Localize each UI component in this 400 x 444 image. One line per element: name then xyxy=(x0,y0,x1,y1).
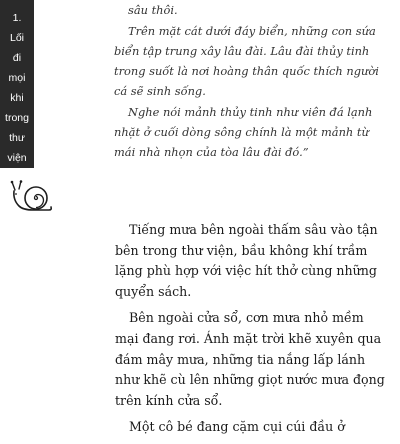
chapter-tab-word: viện xyxy=(7,152,27,164)
quote-block xyxy=(114,0,384,162)
quote-paragraph: sâu thôi. xyxy=(128,3,178,17)
chapter-tab-word: khi xyxy=(10,92,24,104)
quote-paragraph: Nghe nói mảnh thủy tinh như viên đá lạnh nhặt ở cuối dòng sông chính là một mảnh từ mái nhà nhọn của tòa lâu đài đó.” xyxy=(114,105,373,159)
chapter-tab xyxy=(0,0,34,168)
body-paragraph: Bên ngoài cửa sổ, cơn mưa nhỏ mềm mại đang rơi. Ánh mặt trời khẽ xuyên qua đám mây mưa, những tia nắng lấp lánh như khẽ cù lên những giọt nước mưa đọng trên kính cửa sổ. xyxy=(115,310,385,408)
quote-paragraph: Trên mặt cát dưới đáy biển, những con sứa biển tập trung xây lâu đài. Lâu đài thủy tinh trong suốt là nơi hoàng thân quốc thích người cá sẽ sinh sống. xyxy=(114,24,379,98)
body-paragraph: Tiếng mưa bên ngoài thấm sâu vào tận bên trong thư viện, bầu không khí trầm lặng phù hợp với việc hít thở cùng những quyển sách. xyxy=(115,222,378,299)
chapter-tab-word: mọi xyxy=(8,72,26,84)
chapter-tab-word: Lối xyxy=(9,32,24,44)
chapter-tab-word: đi xyxy=(12,52,22,64)
body-paragraph: Một cô bé đang cặm cụi cúi đầu ở xyxy=(129,419,345,435)
body-text xyxy=(115,220,385,444)
chapter-tab-word: trong xyxy=(5,112,29,124)
chapter-tab-word: thư xyxy=(9,132,25,144)
snail-icon xyxy=(9,180,53,220)
chapter-tab-word: 1. xyxy=(12,12,22,24)
